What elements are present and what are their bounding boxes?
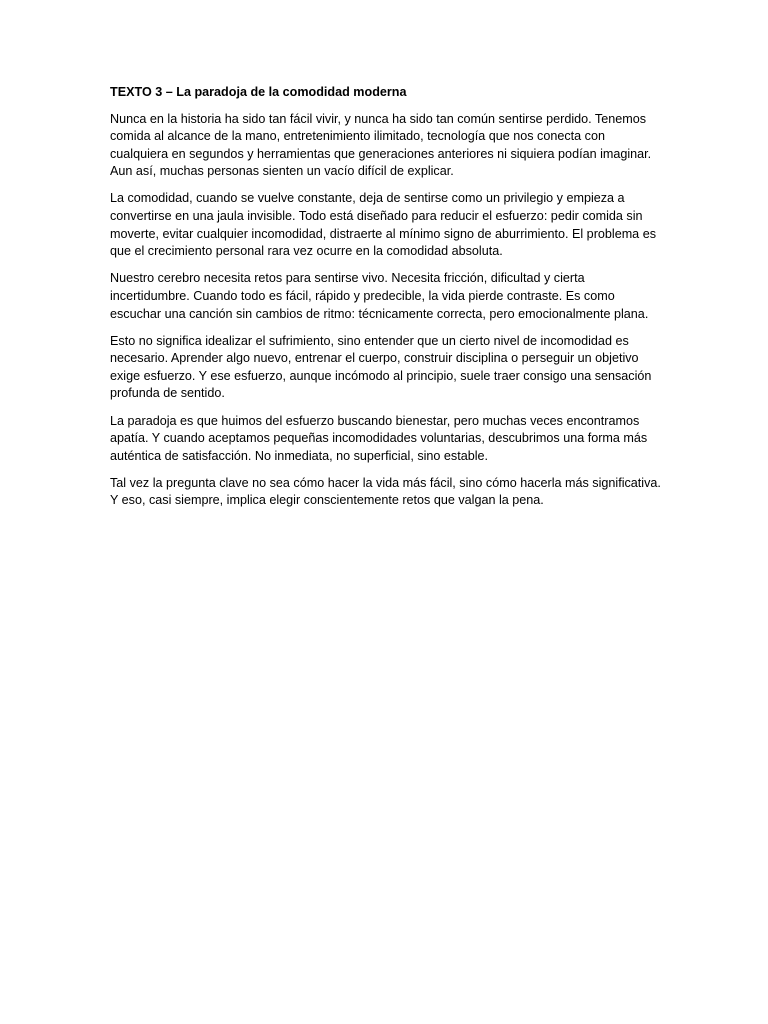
document-title: TEXTO 3 – La paradoja de la comodidad moderna	[110, 85, 407, 99]
paragraph-4: Esto no significa idealizar el sufrimiento, sino entender que un cierto nivel de incomodidad es necesario. Aprender algo nuevo, entrenar el cuerpo, construir disciplina o perseguir un objetivo exige esfuerzo. Y ese esfuerzo, aunque incómodo al principio, suele traer consigo una sensación profunda de sentido.	[110, 333, 652, 401]
paragraph-1: Nunca en la historia ha sido tan fácil vivir, y nunca ha sido tan común sentirse perdido. Tenemos comida al alcance de la mano, entretenimiento ilimitado, tecnología que nos conecta con cualquiera en segundos y herramientas que generaciones anteriores ni siquiera podían imaginar. Aun así, muchas personas sienten un vacío difícil de explicar.	[110, 111, 652, 179]
paragraph-3: Nuestro cerebro necesita retos para sentirse vivo. Necesita fricción, dificultad y cierta incertidumbre. Cuando todo es fácil, rápido y predecible, la vida pierde contraste. Es como escuchar una canción sin cambios de ritmo: técnicamente correcta, pero emocionalmente plana.	[110, 271, 649, 321]
paragraph-6: Tal vez la pregunta clave no sea cómo hacer la vida más fácil, sino cómo hacerla más significativa. Y eso, casi siempre, implica elegir conscientemente retos que valgan la pena.	[110, 475, 661, 508]
document-page	[110, 84, 666, 519]
paragraph-5: La paradoja es que huimos del esfuerzo buscando bienestar, pero muchas veces encontramos apatía. Y cuando aceptamos pequeñas incomodidades voluntarias, descubrimos una forma más auténtica de satisfacción. No inmediata, no superficial, sino estable.	[110, 413, 648, 463]
paragraph-2: La comodidad, cuando se vuelve constante, deja de sentirse como un privilegio y empieza a convertirse en una jaula invisible. Todo está diseñado para reducir el esfuerzo: pedir comida sin moverte, evitar cualquier incomodidad, distraerte al mínimo signo de aburrimiento. El problema es que el crecimiento personal rara vez ocurre en la comodidad absoluta.	[110, 191, 656, 259]
